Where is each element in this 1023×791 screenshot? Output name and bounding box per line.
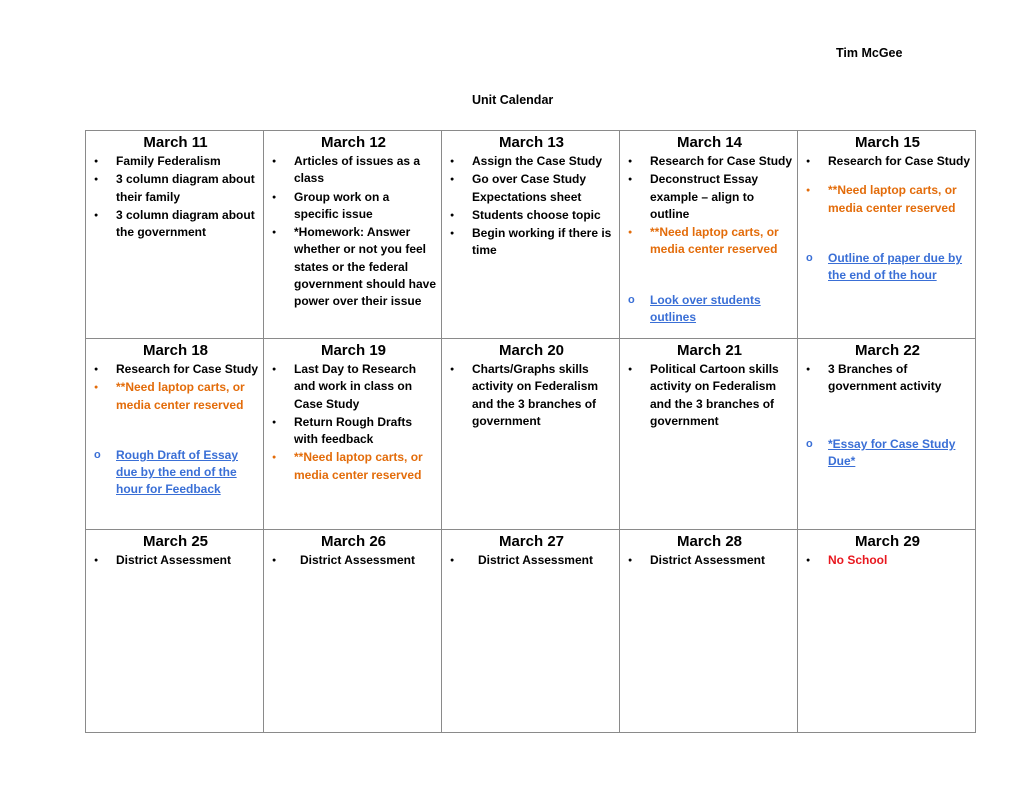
list-item: ● Research for Case Study (626, 153, 793, 170)
list-item: ● Assign the Case Study (448, 153, 615, 170)
list-item: ● Family Federalism (92, 153, 259, 170)
list-item: ● District Assessment (448, 552, 615, 569)
week-row-2 (86, 339, 976, 530)
list-item: ● Begin working if there is time (448, 225, 615, 260)
author-name: Tim McGee (836, 46, 903, 60)
list-item: ● 3 column diagram about their family (92, 171, 259, 206)
day-date: March 18 (142, 342, 209, 359)
list-item: ● *Homework: Answer whether or not you feel states or the federal government should have power over their issue (270, 224, 437, 310)
day-date: March 26 (320, 533, 387, 550)
day-items (448, 552, 615, 569)
day-items (804, 552, 971, 569)
day-cell (442, 131, 620, 339)
day-cell (86, 131, 264, 339)
day-cell (86, 530, 264, 733)
day-items (626, 552, 793, 569)
list-item: ● Last Day to Research and work in class on Case Study (270, 361, 437, 413)
list-item: ● Research for Case Study (804, 153, 971, 170)
day-cell (442, 339, 620, 530)
day-items (448, 361, 615, 430)
list-item: ● Research for Case Study (92, 361, 259, 378)
day-cell (620, 131, 798, 339)
day-items (626, 153, 793, 326)
day-date: March 14 (676, 134, 743, 151)
day-date: March 12 (320, 134, 387, 151)
page-title: Unit Calendar (472, 93, 554, 107)
day-date: March 19 (320, 342, 387, 359)
list-item: ● Return Rough Drafts with feedback (270, 414, 437, 449)
week-row-1 (86, 131, 976, 339)
day-items (804, 153, 971, 284)
day-cell (620, 530, 798, 733)
day-date: March 20 (498, 342, 565, 359)
reservation-note: ● **Need laptop carts, or media center reserved (804, 182, 971, 217)
day-cell (798, 530, 976, 733)
list-item: ● Deconstruct Essay example – align to outline (626, 171, 793, 223)
task-link[interactable]: o *Essay for Case Study Due* (804, 436, 971, 471)
list-item: ● Charts/Graphs skills activity on Federalism and the 3 branches of government (448, 361, 615, 430)
day-items (270, 552, 437, 569)
reservation-note: ● **Need laptop carts, or media center reserved (270, 449, 437, 484)
day-date: March 27 (498, 533, 565, 550)
reservation-note: ● **Need laptop carts, or media center reserved (92, 379, 259, 414)
day-cell (264, 131, 442, 339)
day-cell (86, 339, 264, 530)
task-link[interactable]: o Outline of paper due by the end of the hour (804, 250, 971, 285)
task-link[interactable]: o Look over students outlines (626, 292, 793, 327)
list-item: ● Articles of issues as a class (270, 153, 437, 188)
day-date: March 21 (676, 342, 743, 359)
day-date: March 15 (854, 134, 921, 151)
day-items (270, 361, 437, 484)
list-item: ● Group work on a specific issue (270, 189, 437, 224)
day-items (92, 153, 259, 241)
day-items (270, 153, 437, 311)
list-item: ● District Assessment (92, 552, 259, 569)
list-item: ● 3 Branches of government activity (804, 361, 971, 396)
list-item: ● Students choose topic (448, 207, 615, 224)
no-school-note: ● No School (804, 552, 971, 569)
day-cell (798, 131, 976, 339)
list-item: ● 3 column diagram about the government (92, 207, 259, 242)
list-item: ● Political Cartoon skills activity on Federalism and the 3 branches of government (626, 361, 793, 430)
week-row-3 (86, 530, 976, 733)
day-cell (620, 339, 798, 530)
day-date: March 28 (676, 533, 743, 550)
day-date: March 13 (498, 134, 565, 151)
day-cell (264, 339, 442, 530)
day-cell (264, 530, 442, 733)
day-date: March 11 (143, 134, 208, 151)
task-link[interactable]: o Rough Draft of Essay due by the end of the hour for Feedback (92, 447, 259, 499)
day-cell (442, 530, 620, 733)
reservation-note: ● **Need laptop carts, or media center reserved (626, 224, 793, 259)
day-date: March 25 (142, 533, 209, 550)
list-item: ● District Assessment (270, 552, 437, 569)
list-item: ● Go over Case Study Expectations sheet (448, 171, 615, 206)
day-items (626, 361, 793, 430)
day-items (804, 361, 971, 470)
day-date: March 22 (854, 342, 921, 359)
day-items (92, 552, 259, 569)
unit-calendar-table (85, 130, 976, 733)
day-date: March 29 (854, 533, 921, 550)
day-items (448, 153, 615, 260)
list-item: ● District Assessment (626, 552, 793, 569)
day-items (92, 361, 259, 499)
day-cell (798, 339, 976, 530)
